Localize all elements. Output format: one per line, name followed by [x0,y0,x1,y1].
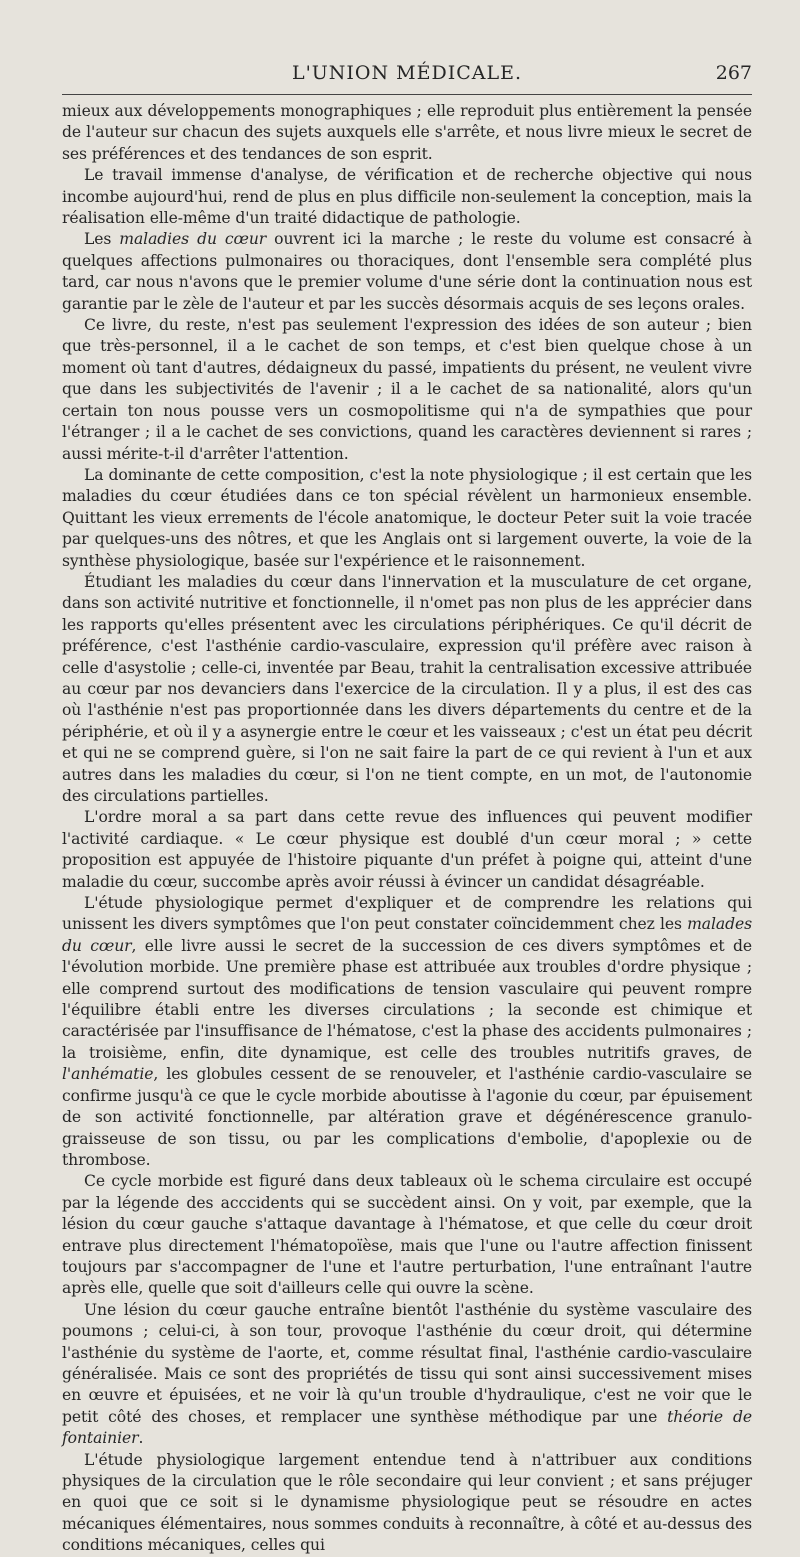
italic-phrase: malades du cœur [62,915,752,955]
italic-phrase: maladies du cœur [119,230,267,249]
paragraph: Ce cycle morbide est figuré dans deux tableaux où le schema circulaire est occupé par la légende des acccidents qui se succèdent ainsi. On y voit, par exemple, que la lésion du cœur gauche s'attaque davantage à l'hématose, et que celle du cœur droit entrave plus directement l'hématopoïèse, mais que l'une ou l'autre affection finissent toujours par s'accompagner de l'une et l'autre perturbation, l'une entraînant l'autre après elle, quelle que soit d'ailleurs celle qui ouvre la scène. [62,1172,752,1298]
running-head [62,58,752,88]
paragraph: Le travail immense d'analyse, de vérification et de recherche objective qui nous incombe aujourd'hui, rend de plus en plus difficile non-seulement la conception, mais la réalisation elle-même d'un traité didactique de pathologie. [62,166,752,228]
paragraph: L'étude physiologique largement entendue tend à n'attribuer aux conditions physiques de la circulation que le rôle secondaire qui leur convient ; et sans préjuger en quoi que ce soit si le dynamisme physiologique peut se résoudre en actes mécaniques élémentaires, nous sommes conduits à reconnaître, à côté et au-dessus des conditions mécaniques, celles qui [62,1450,752,1555]
paragraph: mieux aux développements monographiques ; elle reproduit plus entièrement la pensée de l'auteur sur chacun des sujets auxquels elle s'arrête, et nous livre mieux le secret de ses préférences et des tendances de son esprit. [62,102,752,163]
paragraph: La dominante de cette composition, c'est la note physiologique ; il est certain que les maladies du cœur étudiées dans ce ton spécial révèlent un harmonieux ensemble. Quittant les vieux errements de l'école anatomique, le docteur Peter suit la voie tracée par quelques-uns des nôtres, et que les Anglais ont si largement ouverte, la voie de la synthèse physiologique, basée sur l'expérience et le raisonnement. [62,465,752,570]
paragraph: Une lésion du cœur gauche entraîne bientôt l'asthénie du système vasculaire des poumons ; celui-ci, à son tour, provoque l'asthénie du cœur droit, qui détermine l'asthénie du système de l'aorte, et, comme résultat final, l'asthénie cardio-vasculaire généralisée. Mais ce sont des propriétés de tissu qui sont ainsi successivement mises en œuvre et épuisées, et ne voir là qu'un trouble d'hydraulique, c'est ne voir que le petit côté des choses, et remplacer une synthèse méthodique par une théorie de fontainier. [62,1300,752,1448]
running-title: L'UNION MÉDICALE. [291,62,523,84]
italic-phrase: l'anhématie [62,1065,154,1084]
paragraph: Ce livre, du reste, n'est pas seulement l'expression des idées de son auteur ; bien que très-personnel, il a le cachet de son temps, et c'est bien quelque chose à un moment où tant d'autres, dédaigneux du passé, impatients du présent, ne veulent vivre que dans les subjectivités de l'avenir ; il a le cachet de sa nationalité, alors qu'un certain ton nous pousse vers un cosmopolitisme qui n'a de sympathies que pour l'étranger ; il a le cachet de ses convictions, quand les caractères deviennent si rares ; aussi mérite-t-il d'arrêter l'attention. [62,316,752,463]
paragraph: Les maladies du cœur ouvrent ici la marche ; le reste du volume est consacré à quelques affections pulmonaires ou thoraciques, dont l'ensemble sera complété plus tard, car nous n'avons que le premier volume d'une série dont la continuation nous est garantie par le zèle de l'auteur et par les succès désormais acquis de ses leçons orales. [62,230,752,313]
header-rule [62,94,752,95]
page-number: 267 [715,62,752,84]
italic-phrase: théorie de fontainier [62,1407,752,1448]
paragraph: L'étude physiologique permet d'expliquer et de comprendre les relations qui unissent les divers symptômes que l'on peut constater coïncidemment chez les malades du cœur, elle livre aussi le secret de la succession de ces divers symptômes et de l'évolution morbide. Une première phase est attribuée aux troubles d'ordre physique ; elle comprend surtout des modifications de tension vasculaire qui peuvent rompre l'équilibre établi entre les diverses circulations ; la seconde est chimique et caractérisée par l'insuffisance de l'hématose, c'est la phase des accidents pulmonaires ; la troisième, enfin, dite dynamique, est celle des troubles nutritifs graves, de l'anhématie, les globules cessent de se renouveler, et l'asthénie cardio-vasculaire se confirme jusqu'à ce que le cycle morbide aboutisse à l'agonie du cœur, par épuisement de son activité fonctionnelle, par altération grave et dégénérescence granulo-graisseuse de son tissu, ou par les complications d'embolie, d'apoplexie ou de thrombose. [62,894,753,1169]
body-text [62,101,752,1557]
paragraph: L'ordre moral a sa part dans cette revue des influences qui peuvent modifier l'activité cardiaque. « Le cœur physique est doublé d'un cœur moral ; » cette proposition est appuyée de l'histoire piquante d'un préfet à poigne qui, atteint d'une maladie du cœur, succombe après avoir réussi à évincer un candidat désagréable. [62,808,752,891]
paragraph: Étudiant les maladies du cœur dans l'innervation et la musculature de cet organe, dans son activité nutritive et fonctionnelle, il n'omet pas non plus de les apprécier dans les rapports qu'elles présentent avec les circulations périphériques. Ce qu'il décrit de préférence, c'est l'asthénie cardio-vasculaire, expression qu'il préfère avec raison à celle d'asystolie ; celle-ci, inventée par Beau, trahit la centralisation excessive attribuée au cœur par nos devanciers dans l'exercice de la circulation. Il y a plus, il est des cas où l'asthénie n'est pas proportionnée dans les divers départements du centre et de la périphérie, et où il y a asynergie entre le cœur et les vaisseaux ; c'est un état peu décrit et qui ne se comprend guère, si l'on ne sait faire la part de ce qui revient à l'un et aux autres dans les maladies du cœur, si l'on ne tient compte, en un mot, de l'autonomie des circulations partielles. [62,572,752,805]
